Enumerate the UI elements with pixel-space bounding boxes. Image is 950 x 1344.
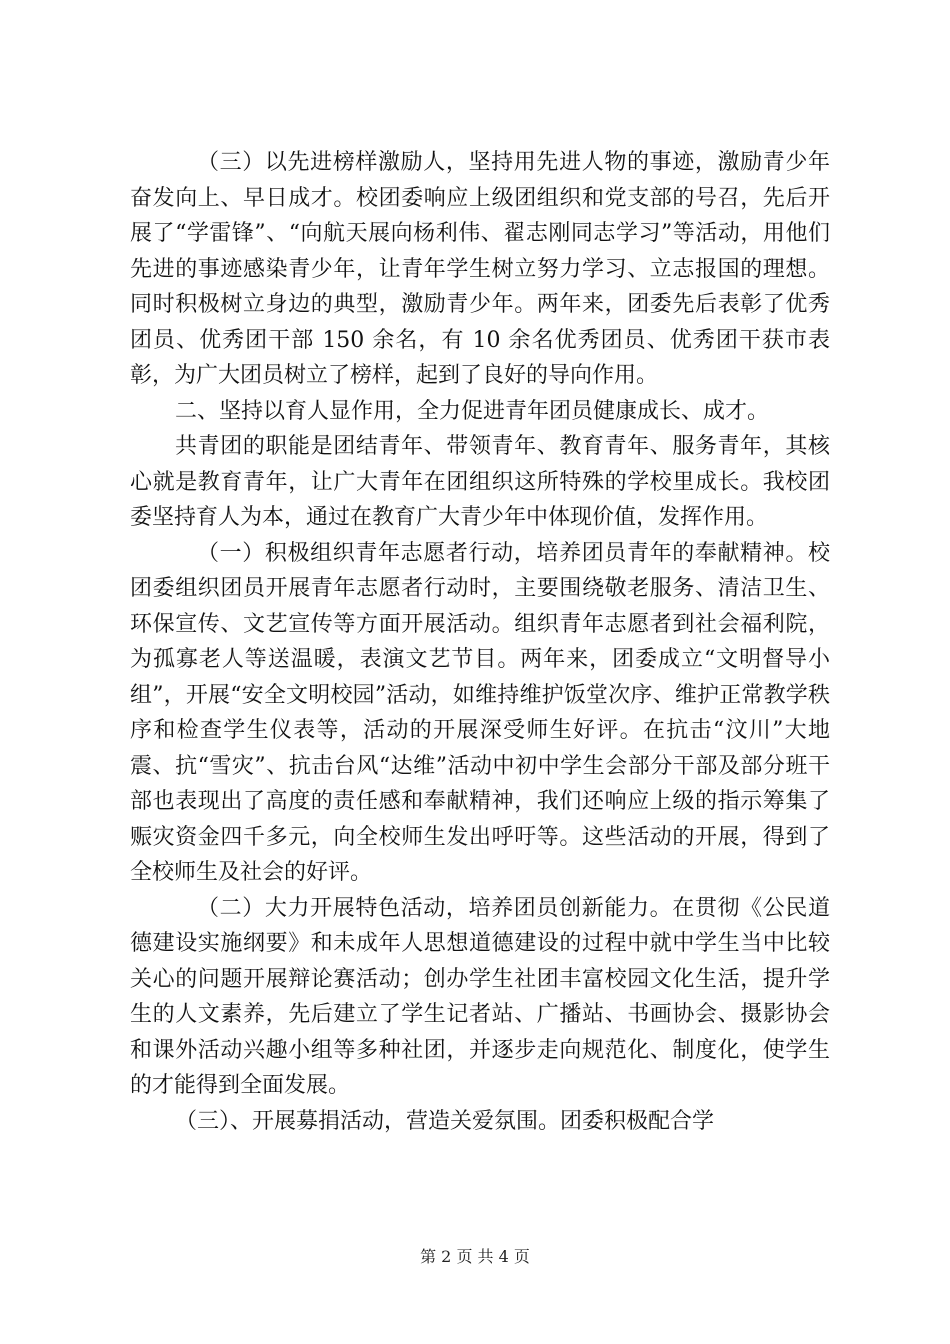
document-body: [130, 145, 830, 1139]
paragraph-donation: （三）、开展募捐活动，营造关爱氛围。团委积极配合学: [175, 1108, 715, 1134]
page-footer: 第 2 页 共 4 页: [420, 1247, 530, 1266]
paragraph-role-models: （三）以先进榜样激励人，坚持用先进人物的事迹，激励青少年奋发向上、早日成才。校团委响应上级团组织和党支部的号召，先后开展了“学雷锋”、“向航天展向杨利伟、翟志刚同志学习”等活动，用他们先进的事迹感染青少年，让青年学生树立努力学习、立志报国的理想。同时积极树立身边的典型，激励青少年。两年来，团委先后表彰了优秀团员、优秀团干部 150 余名，有 10 余名优秀团员、优秀团干获市表彰，为广大团员树立了榜样，起到了良好的导向作用。: [130, 150, 830, 388]
section-heading-two: 二、坚持以育人显作用，全力促进青年团员健康成长、成才。: [175, 398, 770, 424]
paragraph-league-function: 共青团的职能是团结青年、带领青年、教育青年、服务青年，其核心就是教育青年，让广大青年在团组织这所特殊的学校里成长。我校团委坚持育人为本，通过在教育广大青少年中体现价值，发挥作用。: [130, 434, 830, 530]
paragraph-special-activities: （二）大力开展特色活动，培养团员创新能力。在贯彻《公民道德建设实施纲要》和未成年人思想道德建设的过程中就中学生当中比较关心的问题开展辩论赛活动；创办学生社团丰富校园文化生活，提升学生的人文素养，先后建立了学生记者站、广播站、书画协会、摄影协会和课外活动兴趣小组等多种社团，并逐步走向规范化、制度化，使学生的才能得到全面发展。: [130, 895, 830, 1098]
paragraph-volunteer-action: （一）积极组织青年志愿者行动，培养团员青年的奉献精神。校团委组织团员开展青年志愿者行动时，主要围绕敬老服务、清洁卫生、环保宣传、文艺宣传等方面开展活动。组织青年志愿者到社会福利院，为孤寡老人等送温暖，表演文艺节目。两年来，团委成立“文明督导小组”，开展“安全文明校园”活动，如维持维护饭堂次序、维护正常教学秩序和检查学生仪表等，活动的开展深受师生好评。在抗击“汶川”大地震、抗“雪灾”、抗击台风“达维”活动中初中学生会部分干部及部分班干部也表现出了高度的责任感和奉献精神，我们还响应上级的指示筹集了赈灾资金四千多元，向全校师生发出呼吁等。这些活动的开展，得到了全校师生及社会的好评。: [130, 540, 830, 885]
